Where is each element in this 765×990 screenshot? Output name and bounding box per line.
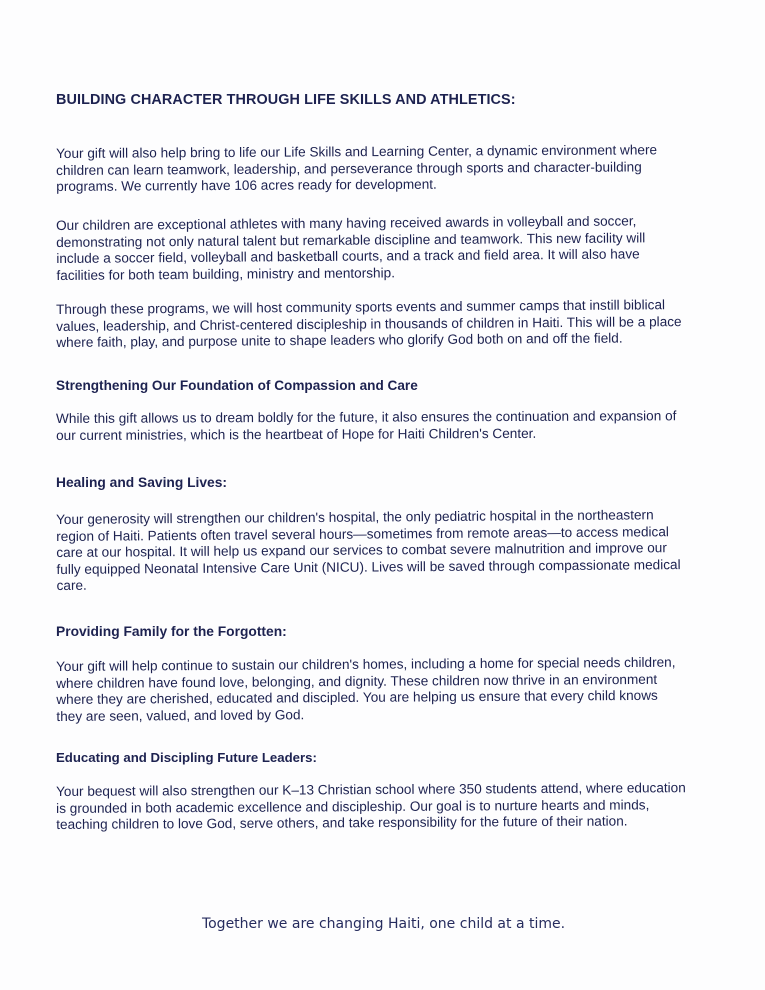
heading-healing: Healing and Saving Lives: [56,475,227,490]
footer-tagline [0,916,765,932]
heading-foundation: Strengthening Our Foundation of Compassion and Care [56,378,418,393]
paragraph-programs: Through these programs, we will host community sports events and summer camps that instill biblical values, leadership, and Christ-centered discipleship in thousands of children in Haiti. This will be a place where faith, play, and purpose unite to shape leaders who glorify God both on and off the field. [56,297,682,351]
main-title: BUILDING CHARACTER THROUGH LIFE SKILLS AND ATHLETICS: [56,92,516,108]
paragraph-family: Your gift will help continue to sustain our children's homes, including a home for special needs children, where children have found love, belonging, and dignity. These children now thrive in an environment where they are cherished, educated and discipled. You are helping us ensure that every child knows they are seen, valued, and loved by God. [56,654,676,724]
paragraph-athletes: Our children are exceptional athletes with many having received awards in volleyball and soccer, demonstrating not only natural talent but remarkable discipline and teamwork. This new facility will include a soccer field, volleyball and basketball courts, and a track and field area. It will also have facilities for both team building, ministry and mentorship. [56,213,646,283]
footer-tagline-text: Together we are changing Haiti, one child at a time. [201,916,566,932]
heading-educating: Educating and Discipling Future Leaders: [56,750,317,765]
paragraph-educating: Your bequest will also strengthen our K–13 Christian school where 350 students attend, where education is grounded in both academic excellence and discipleship. Our goal is to nurture hearts and minds, teaching children to love God, serve others, and take responsibility for the future of their nation. [56,780,686,833]
paragraph-foundation: While this gift allows us to dream boldly for the future, it also ensures the continuation and expansion of our current ministries, which is the heartbeat of Hope for Haiti Children's Center. [56,408,677,443]
paragraph-life-skills: Your gift will also help bring to life our Life Skills and Learning Center, a dynamic environment where children can learn teamwork, leadership, and perseverance through sports and character-building programs. We currently have 106 acres ready for development. [56,142,658,195]
paragraph-healing: Your generosity will strengthen our children's hospital, the only pediatric hospital in the northeastern region of Haiti. Patients often travel several hours—sometimes from remote areas—to access medical care at our hospital. It will help us expand our services to combat severe malnutrition and improve our fully equipped Neonatal Intensive Care Unit (NICU). Lives will be saved through compassionate medical care. [56,507,681,594]
heading-family: Providing Family for the Forgotten: [56,624,287,639]
